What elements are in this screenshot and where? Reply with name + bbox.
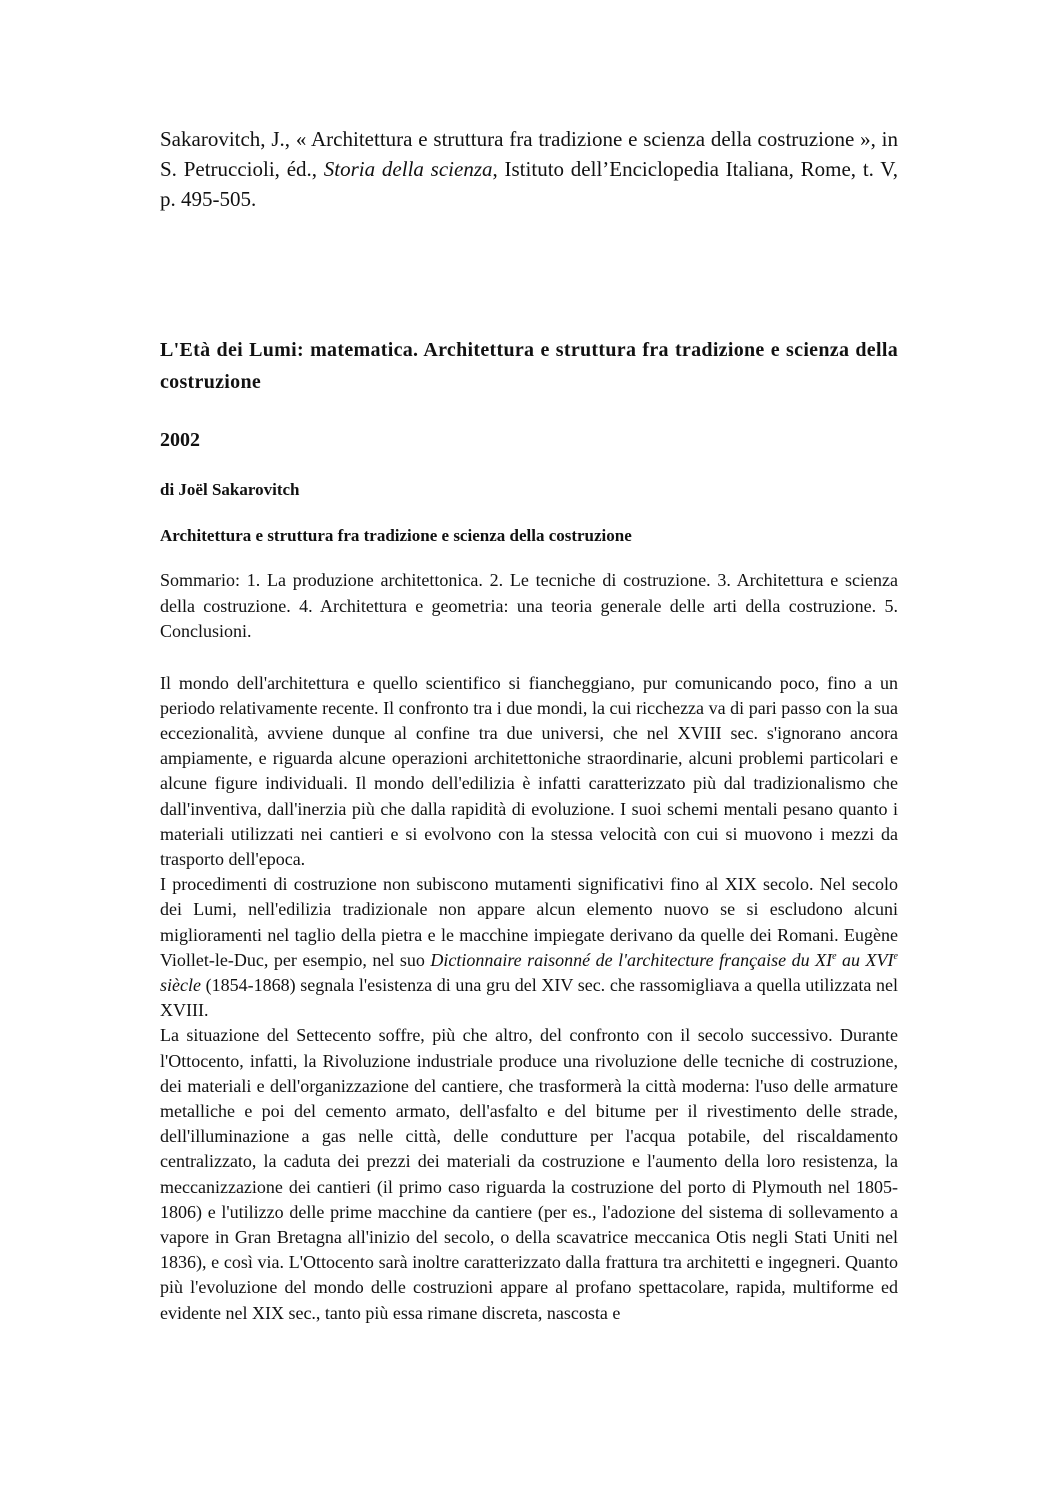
body-paragraph-3: La situazione del Settecento soffre, più che altro, del confronto con il secolo successivo. Durante l'Ottocento, infatti, la Rivoluzione industriale produce una rivoluzione delle tecniche di costruzione, dei materiali e dell'organizzazione del cantiere, che trasformerà la città moderna: l'uso delle armature metalliche e poi del cemento armato, dell'asfalto e del bitume per il rivestimento delle strade, dell'illuminazione a gas nelle città, delle condutture per l'acqua potabile, del riscaldamento centralizzato, la caduta dei prezzi dei materiali da costruzione e l'aumento della loro resistenza, la meccanizzazione dei cantieri (il primo caso riguarda la costruzione del porto di Plymouth nel 1805-1806) e l'utilizzo delle prime macchine da cantiere (per es., l'adozione del sistema di sollevamento a vapore in Gran Bretagna all'inizio del secolo, o della scavatrice meccanica Otis negli Stati Uniti nel 1836), e così via. L'Ottocento sarà inoltre caratterizzato dalla frattura tra architetti e ingegneri. Quanto più l'evoluzione del mondo delle costruzioni appare al profano spettacolare, rapida, multiforme ed evidente nel XIX sec., tanto più essa rimane discreta, nascosta e	[160, 1025, 898, 1323]
section-subtitle: Architettura e struttura fra tradizione e scienza della costruzione	[160, 526, 632, 545]
superscript-e-1: e	[832, 950, 837, 962]
bibliographic-citation	[160, 124, 898, 214]
author-line: di Joël Sakarovitch	[160, 480, 300, 499]
citation-work-title: Storia della scienza	[323, 157, 493, 181]
body-paragraph-1: Il mondo dell'architettura e quello scientifico si fiancheggiano, pur comunicando poco, fino a un periodo relativamente recente. Il confronto tra i due mondi, la cui ricchezza va di pari passo con la sua eccezionalità, avviene dunque al confine tra due universi, che nel XVIII sec. s'ignorano ancora ampiamente, e riguarda alcune operazioni architettoniche straordinarie, alcuni problemi particolari e alcune figure individuali. Il mondo dell'edilizia è infatti caratterizzato più dal tradizionalismo che dall'inventiva, dall'inerzia più che dalla rapidità di evoluzione. I suoi schemi mentali pesano quanto i materiali utilizzati nei cantieri e si evolvono con la stessa velocità con cui si muovono i mezzi da trasporto dell'epoca.	[160, 672, 898, 869]
document-title: L'Età dei Lumi: matematica. Architettura e struttura fra tradizione e scienza della costruzione	[160, 339, 898, 393]
body-text	[160, 671, 898, 1326]
body-paragraph-2	[160, 872, 898, 1023]
publication-year: 2002	[160, 429, 200, 451]
paragraph-2-text-start: I procedimenti di costruzione non subiscono mutamenti significativi fino al XIX secolo. Nel secolo dei Lumi, nell'edilizia tradizionale non appare alcun elemento nuovo se si escludono alcuni miglioramenti nel taglio della pietra e le macchine impiegate derivano da quelle dei Romani. Eugène Viollet-le-Duc, per esempio, nel suo	[160, 874, 898, 970]
summary-paragraph: Sommario: 1. La produzione architettonica. 2. Le tecniche di costruzione. 3. Architettura e scienza della costruzione. 4. Architettura e geometria: una teoria generale delle arti della costruzione. 5. Conclusioni.	[160, 570, 898, 641]
dictionnaire-title-part-c: siècle	[160, 974, 201, 995]
citation-text-end: , Istituto dell’Enciclopedia Italiana, Rome, t. V, p. 495-505.	[160, 157, 899, 211]
citation-text-start: Sakarovitch, J., « Architettura e struttura fra tradizione e scienza della costruzione », in S. Petruccioli, éd.,	[160, 127, 898, 181]
dictionnaire-title-part-a: Dictionnaire raisonné de l'architecture française du XI	[430, 949, 833, 970]
paragraph-2-text-end: (1854-1868) segnala l'esistenza di una gru del XIV sec. che rassomigliava a quella utilizzata nel XVIII.	[160, 974, 898, 1021]
document-page	[160, 124, 898, 1326]
superscript-e-2: e	[893, 950, 898, 962]
dictionnaire-title-part-b: au XVI	[836, 949, 894, 970]
